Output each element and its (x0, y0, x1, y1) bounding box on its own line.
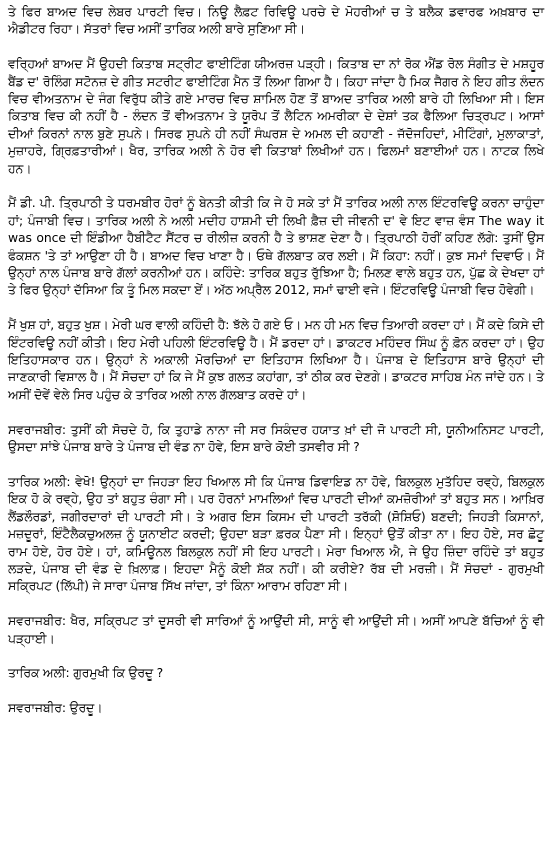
paragraph-street-fighting-years: ਵਰ੍ਹਿਆਂ ਬਾਅਦ ਮੈਂ ਉਹਦੀ ਕਿਤਾਬ ਸਟ੍ਰੀਟ ਫਾਈਟਿੰਗ ਯੀਅਰਜ਼ ਪੜ੍ਹੀ। ਕਿਤਾਬ ਦਾ ਨਾਂ ਰੋਕ ਐਂਡ ਰੋਲ ਸੰਗੀਤ ਦੇ ਮਸ਼ਹੂਰ ਬੈਂਡ ਦ' ਰੋਲਿੰਗ ਸਟੋਨਜ਼ ਦੇ ਗੀਤ ਸਟਰੀਟ ਫਾਈਟਿੰਗ ਮੈਨ ਤੋਂ ਲਿਆ ਗਿਆ ਹੈ। ਕਿਹਾ ਜਾਂਦਾ ਹੈ ਮਿਕ ਜੈਗਰ ਨੇ ਇਹ ਗੀਤ ਲੰਦਨ ਵਿਚ ਵੀਅਤਨਾਮ ਦੇ ਜੰਗ ਵਿਰੁੱਧ ਕੀਤੇ ਗਏ ਮਾਰਚ ਵਿਚ ਸ਼ਾਮਿਲ ਹੋਣ ਤੋਂ ਬਾਅਦ ਤਾਰਿਕ ਅਲੀ ਬਾਰੇ ਹੀ ਲਿਖਿਆ ਸੀ। ਇਸ ਕਿਤਾਬ ਵਿਚ ਕੀ ਨਹੀਂ ਹੈ - ਲੰਦਨ ਤੋਂ ਵੀਅਤਨਾਮ ਤੇ ਯੂਰੋਪ ਤੋਂ ਲੈਟਿਨ ਅਮਰੀਕਾ ਦੇ ਦੇਸ਼ਾਂ ਤਕ ਫੈਲਿਆ ਚਿਤ੍ਰਪਟ। ਆਸਾਂ ਦੀਆਂ ਕਿਰਨਾਂ ਨਾਲ ਬੁਣੇ ਸੁਪਨੇ। ਸਿਰਫ ਸੁਪਨੇ ਹੀ ਨਹੀਂ ਸੰਘਰਸ਼ ਦੇ ਅਮਲ ਦੀ ਕਹਾਣੀ - ਜੱਦੋਜਹਿਦਾਂ, ਮੀਟਿੰਗਾਂ, ਮੁਲਾਕਾਤਾਂ, ਮੁਜ਼ਾਹਰੇ, ਗ੍ਰਿਫ਼ਤਾਰੀਆਂ। ਖੈਰ, ਤਾਰਿਕ ਅਲੀ ਨੇ ਹੋਰ ਵੀ ਕਿਤਾਬਾਂ ਲਿਖੀਆਂ ਹਨ। ਫਿਲਮਾਂ ਬਣਾਈਆਂ ਹਨ। ਨਾਟਕ ਲਿਖੇ ਹਨ। (8, 56, 544, 176)
paragraph-answer-unionist-party: ਤਾਰਿਕ ਅਲੀ: ਵੇਖੋ! ਉਨ੍ਹਾਂ ਦਾ ਜਿਹੜਾ ਇਹ ਖਿਆਲ ਸੀ ਕਿ ਪੰਜਾਬ ਡਿਵਾਇਡ ਨਾ ਹੋਵੇ, ਬਿਲਕੁਲ ਮੁਤੱਹਿਦ ਰਵ੍ਹੇ, ਬਿਲਕੁਲ ਇਕ ਹੋ ਕੇ ਰਵ੍ਹੇ, ਉਹ ਤਾਂ ਬਹੁਤ ਚੰਗਾ ਸੀ। ਪਰ ਹੋਰਨਾਂ ਮਾਮਲਿਆਂ ਵਿਚ ਪਾਰਟੀ ਦੀਆਂ ਕਮਜ਼ੋਰੀਆਂ ਤਾਂ ਬਹੁਤ ਸਨ। ਆਖ਼ਿਰ ਲੈਂਡਲੌਰਡਾਂ, ਜਗੀਰਦਾਰਾਂ ਦੀ ਪਾਰਟੀ ਸੀ। ਤੇ ਅਗਰ ਇਸ ਕਿਸਮ ਦੀ ਪਾਰਟੀ ਤਰੱਕੀ (ਸ਼ੋਸ਼ਿਓ) ਬਣਦੀ; ਜਿਹੜੀ ਕਿਸਾਨਾਂ, ਮਜ਼ਦੂਰਾਂ, ਇੰਟੈਲੈਕਚੁਅਲਜ਼ ਨੂੰ ਯੂਨਾਈਟ ਕਰਦੀ; ਉਹਦਾ ਬੜਾ ਫ਼ਰਕ ਪੈਣਾ ਸੀ। ਇਨ੍ਹਾਂ ਉਤੋਂ ਕੀਤਾ ਨਾ। ਇਹ ਹੋਏ, ਸਰ ਛੋਟੂ ਰਾਮ ਹੋਏ, ਹੋਰ ਹੋਏ। ਹਾਂ, ਕਮਿਊਨਲ ਬਿਲਕੁਲ ਨਹੀਂ ਸੀ ਇਹ ਪਾਰਟੀ। ਮੇਰਾ ਖਿਆਲ ਐ, ਜੇ ਉਹ ਜ਼ਿੰਦਾ ਰਹਿੰਦੇ ਤਾਂ ਬਹੁਤ ਲੜਦੇ, ਪੰਜਾਬ ਦੀ ਵੰਡ ਦੇ ਖ਼ਿਲਾਫ਼। ਇਹਦਾ ਮੈਨੂੰ ਕੋਈ ਸ਼ੱਕ ਨਹੀਂ। ਕੀ ਕਰੀਏ? ਰੱਬ ਦੀ ਮਰਜ਼ੀ। ਮੈਂ ਸੋਚਦਾਂ - ਗੁਰਮੁਖੀ ਸਕ੍ਰਿਪਟ (ਲਿੱਪੀ) ਜੇ ਸਾਰਾ ਪੰਜਾਬ ਸਿੱਖ ਜਾਂਦਾ, ਤਾਂ ਕਿੰਨਾ ਆਰਾਮ ਰਹਿਣਾ ਸੀ। (8, 473, 544, 594)
paragraph-answer-gurmukhi-or-urdu: ਤਾਰਿਕ ਅਲੀ: ਗੁਰਮੁਖੀ ਕਿ ਉਰਦੂ ? (8, 665, 164, 681)
paragraph-preparation: ਮੈਂ ਖੁਸ਼ ਹਾਂ, ਬਹੁਤ ਖੁਸ਼। ਮੇਰੀ ਘਰ ਵਾਲੀ ਕਹਿੰਦੀ ਹੈ: ਝੱਲੇ ਹੋ ਗਏ ਓ। ਮਨ ਹੀ ਮਨ ਵਿਚ ਤਿਆਰੀ ਕਰਦਾ ਹਾਂ। ਮੈਂ ਕਦੇ ਕਿਸੇ ਦੀ ਇੰਟਰਵਿਊ ਨਹੀਂ ਕੀਤੀ। ਇਹ ਮੇਰੀ ਪਹਿਲੀ ਇੰਟਰਵਿਊ ਹੈ। ਮੈਂ ਡਰਦਾ ਹਾਂ। ਡਾਕਟਰ ਮਹਿੰਦਰ ਸਿੰਘ ਨੂੰ ਫ਼ੋਨ ਕਰਦਾ ਹਾਂ। ਉਹ ਇਤਿਹਾਸਕਾਰ ਹਨ। ਉਨ੍ਹਾਂ ਨੇ ਅਕਾਲੀ ਮੋਰਚਿਆਂ ਦਾ ਇਤਿਹਾਸ ਲਿਖਿਆ ਹੈ। ਪੰਜਾਬ ਦੇ ਇਤਿਹਾਸ ਬਾਰੇ ਉਨ੍ਹਾਂ ਦੀ ਜਾਣਕਾਰੀ ਵਿਸ਼ਾਲ ਹੈ। ਮੈਂ ਸੋਚਦਾ ਹਾਂ ਕਿ ਜੇ ਮੈਂ ਕੁਝ ਗਲਤ ਕਹਾਂਗਾ, ਤਾਂ ਠੀਕ ਕਰ ਦੇਣਗੇ। ਡਾਕਟਰ ਸਾਹਿਬ ਮੰਨ ਜਾਂਦੇ ਹਨ। ਤੇ ਅਸੀਂ ਦੋਵੇਂ ਵੇਲੇ ਸਿਰ ਪਹੁੰਚ ਕੇ ਤਾਰਿਕ ਅਲੀ ਨਾਲ ਗੱਲਬਾਤ ਕਰਦੇ ਹਾਂ। (8, 317, 544, 402)
paragraph-question-script: ਸਵਰਾਜਬੀਰ: ਖੈਰ, ਸਕ੍ਰਿਪਟ ਤਾਂ ਦੂਸਰੀ ਵੀ ਸਾਰਿਆਂ ਨੂੰ ਆਉਂਦੀ ਸੀ, ਸਾਨੂੰ ਵੀ ਆਉਂਦੀ ਸੀ। ਅਸੀਂ ਆਪਣੇ ਬੱਚਿਆਂ ਨੂੰ ਵੀ ਪੜ੍ਹਾਈ। (8, 613, 544, 646)
paragraph-question-unionist-party: ਸਵਰਾਜਬੀਰ: ਤੁਸੀਂ ਕੀ ਸੋਚਦੇ ਹੋ, ਕਿ ਤੁਹਾਡੇ ਨਾਨਾ ਜੀ ਸਰ ਸਿਕੰਦਰ ਹਯਾਤ ਖ਼ਾਂ ਦੀ ਜੋ ਪਾਰਟੀ ਸੀ, ਯੂਨੀਅਨਿਸਟ ਪਾਰਟੀ, ਉਸਦਾ ਸਾਂਝੇ ਪੰਜਾਬ ਬਾਰੇ ਤੇ ਪੰਜਾਬ ਦੀ ਵੰਡ ਨਾ ਹੋਵੇ, ਇਸ ਬਾਰੇ ਕੋਈ ਤਸਵੀਰ ਸੀ ? (8, 421, 544, 455)
paragraph-leftist-background: ਤੇ ਫਿਰ ਬਾਅਦ ਵਿਚ ਲੇਬਰ ਪਾਰਟੀ ਵਿਚ। ਨਿਊ ਲੈਫ਼ਟ ਰਿਵਿਊ ਪਰਚੇ ਦੇ ਮੋਹਰੀਆਂ ਚ ਤੇ ਬਲੈਕ ਡਵਾਰਫ ਅਖ਼ਬਾਰ ਦਾ ਐਡੀਟਰ ਰਿਹਾ। ਸੱਤਰਾਂ ਵਿਚ ਅਸੀਂ ਤਾਰਿਕ ਅਲੀ ਬਾਰੇ ਸੁਣਿਆ ਸੀ। (8, 4, 544, 37)
paragraph-reply-urdu: ਸਵਰਾਜਬੀਰ: ਉਰਦੂ। (8, 700, 103, 716)
paragraph-interview-request: ਮੈਂ ਡੀ. ਪੀ. ਤ੍ਰਿਪਾਠੀ ਤੇ ਧਰਮਬੀਰ ਹੋਰਾਂ ਨੂੰ ਬੇਨਤੀ ਕੀਤੀ ਕਿ ਜੇ ਹੋ ਸਕੇ ਤਾਂ ਮੈਂ ਤਾਰਿਕ ਅਲੀ ਨਾਲ ਇੰਟਰਵਿਊ ਕਰਨਾ ਚਾਹੁੰਦਾ ਹਾਂ; ਪੰਜਾਬੀ ਵਿਚ। ਤਾਰਿਕ ਅਲੀ ਨੇ ਅਲੀ ਮਦੀਹ ਹਾਸ਼ਮੀ ਦੀ ਲਿਖੀ ਫ਼ੈਜ਼ ਦੀ ਜੀਵਨੀ ਦ' ਵੇ ਇਟ ਵਾਜ਼ ਵੰਸ The way it was once ਦੀ ਇੰਡੀਆ ਹੈਬੀਟੈਟ ਸੈਂਟਰ ਚ ਰੀਲੀਜ਼ ਕਰਨੀ ਹੈ ਤੇ ਭਾਸ਼ਣ ਦੇਣਾ ਹੈ। ਤ੍ਰਿਪਾਠੀ ਹੋਰੀਂ ਕਹਿਣ ਲੱਗੇ: ਤੁਸੀਂ ਉਸ ਫੰਕਸ਼ਨ 'ਤੇ ਤਾਂ ਆਉਣਾ ਹੀ ਹੈ। ਬਾਅਦ ਵਿਚ ਖਾਣਾ ਹੈ। ਓਥੇ ਗੱਲਬਾਤ ਕਰ ਲਈ। ਮੈਂ ਕਿਹਾ: ਨਹੀਂ। ਕੁਝ ਸਮਾਂ ਦਿਵਾਓ। ਮੈਂ ਉਨ੍ਹਾਂ ਨਾਲ ਪੰਜਾਬ ਬਾਰੇ ਗੱਲਾਂ ਕਰਨੀਆਂ ਹਨ। ਕਹਿੰਦੇ: ਤਾਰਿਕ ਬਹੁਤ ਰੁੱਝਿਆ ਹੈ; ਮਿਲਣ ਵਾਲੇ ਬਹੁਤ ਹਨ, ਪੁੱਛ ਕੇ ਦੇਖਦਾ ਹਾਂ ਤੇ ਫਿਰ ਉਨ੍ਹਾਂ ਦੱਸਿਆ ਕਿ ਤੂੰ ਮਿਲ ਸਕਦਾ ਏਂ। ਅੱਠ ਅਪ੍ਰੈਲ 2012, ਸਮਾਂ ਢਾਈ ਵਜੇ। ਇੰਟਰਵਿਊ ਪੰਜਾਬੀ ਵਿਚ ਹੋਵੇਗੀ। (8, 195, 544, 298)
